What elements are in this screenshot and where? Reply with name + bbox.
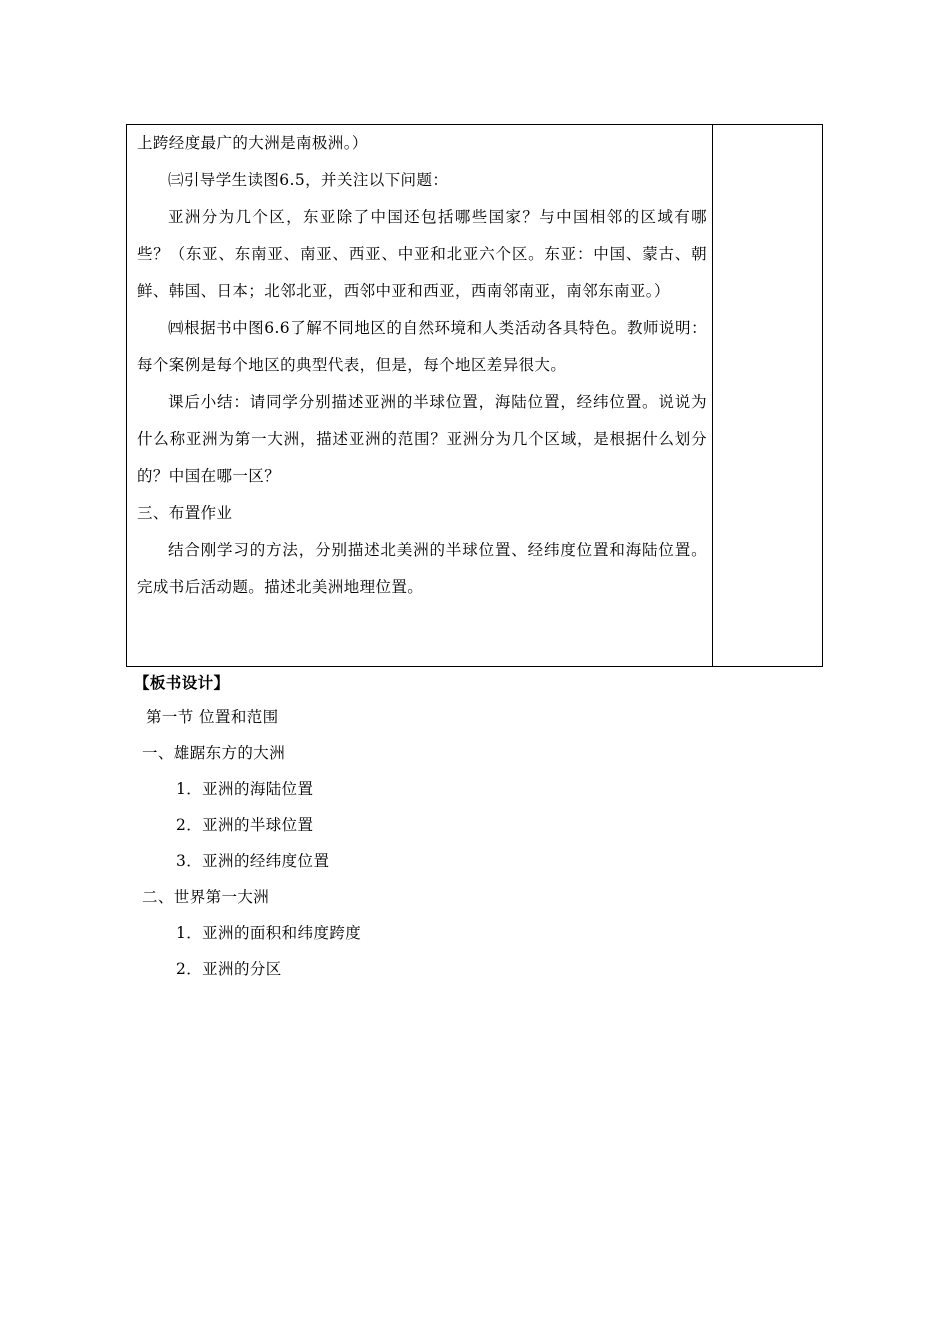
board-part-2: 二、世界第一大洲 bbox=[142, 888, 270, 906]
board-design bbox=[134, 666, 834, 987]
paragraph-5: 课后小结：请同学分别描述亚洲的半球位置，海陆位置，经纬位置。说说为什么称亚洲为第一大洲，描述亚洲的范围？亚洲分为几个区域，是根据什么划分的？中国在哪一区？ bbox=[137, 393, 707, 485]
paragraph-3: 亚洲分为几个区，东亚除了中国还包括哪些国家？与中国相邻的区域有哪些？（东亚、东南亚、南亚、西亚、中亚和北亚六个区。东亚：中国、蒙古、朝鲜、韩国、日本；北邻北亚，西邻中亚和西亚，西南邻南亚，南邻东南亚。） bbox=[137, 208, 707, 300]
board-part-1-item: 1．亚洲的海陆位置 bbox=[176, 780, 314, 798]
lesson-table bbox=[126, 124, 823, 667]
board-part-1-item: 3．亚洲的经纬度位置 bbox=[176, 852, 330, 870]
column-divider bbox=[712, 125, 713, 666]
board-section: 第一节 位置和范围 bbox=[146, 708, 279, 726]
board-part-2-item: 2．亚洲的分区 bbox=[176, 960, 282, 978]
board-part-2-item: 1．亚洲的面积和纬度跨度 bbox=[176, 924, 362, 942]
paragraph-7: 结合刚学习的方法，分别描述北美洲的半球位置、经纬度位置和海陆位置。完成书后活动题。描述北美洲地理位置。 bbox=[137, 541, 707, 596]
paragraph-1: 上跨经度最广的大洲是南极洲。） bbox=[137, 134, 368, 152]
paragraph-2: ㈢引导学生读图6.5，并关注以下问题： bbox=[168, 171, 449, 189]
board-part-1: 一、雄踞东方的大洲 bbox=[142, 744, 286, 762]
paragraph-6: 三、布置作业 bbox=[137, 504, 233, 522]
paragraph-4: ㈣根据书中图6.6了解不同地区的自然环境和人类活动各具特色。教师说明：每个案例是每个地区的典型代表，但是，每个地区差异很大。 bbox=[137, 319, 707, 374]
board-part-1-item: 2．亚洲的半球位置 bbox=[176, 816, 314, 834]
lesson-content-cell bbox=[137, 125, 707, 606]
board-title: 【板书设计】 bbox=[134, 673, 230, 692]
